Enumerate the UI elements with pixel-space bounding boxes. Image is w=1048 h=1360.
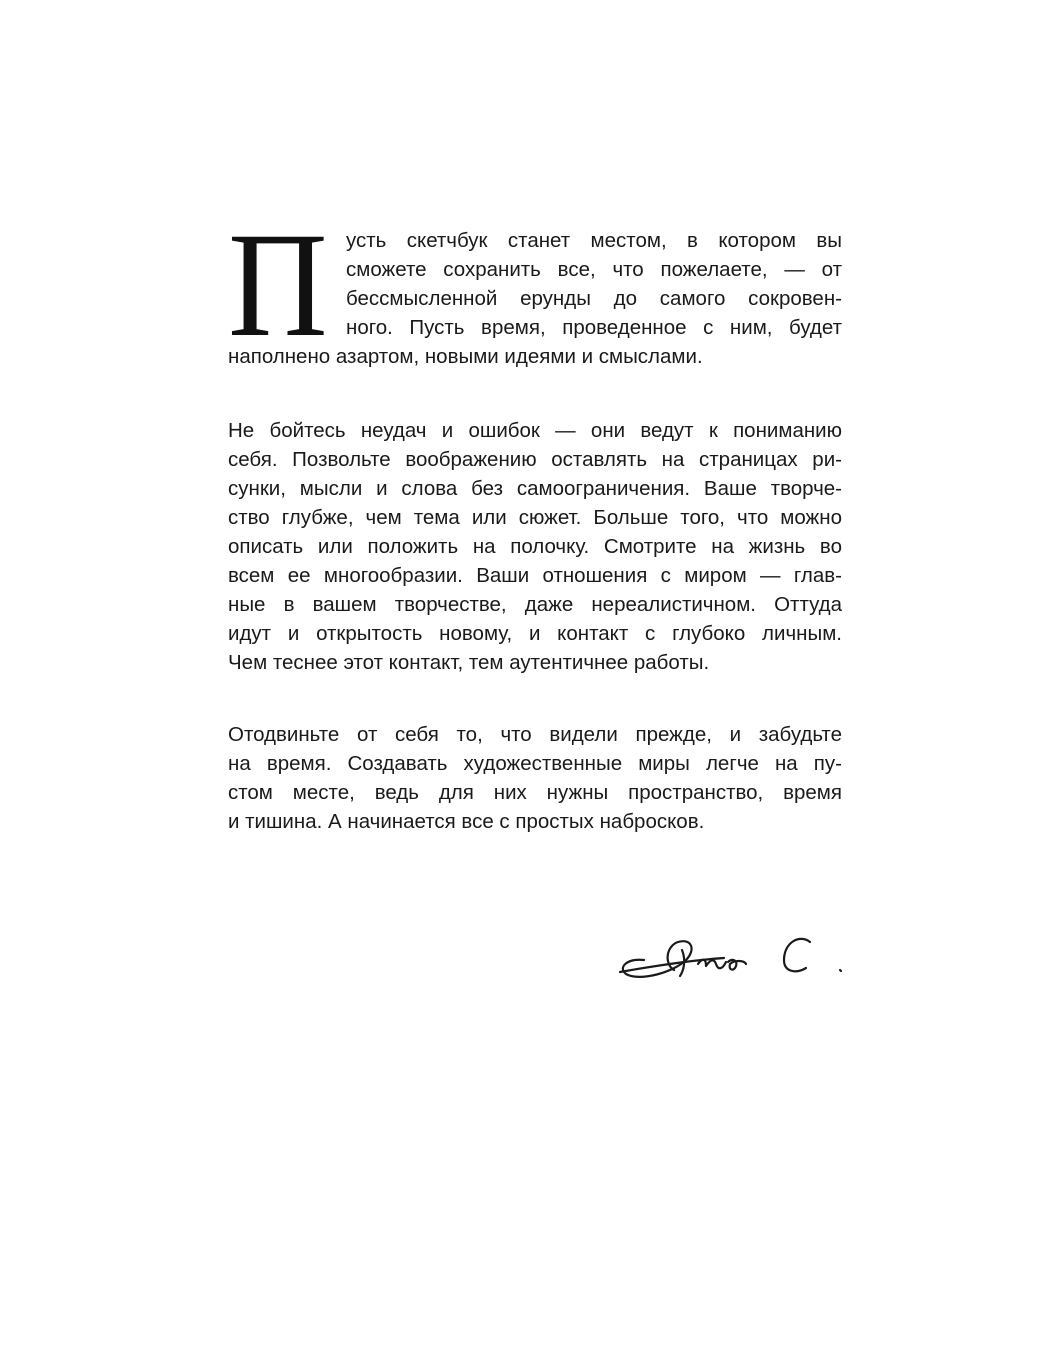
paragraph-3 xyxy=(228,720,842,836)
text-line: и тишина. А начинается все с простых набросков. xyxy=(228,810,705,833)
text-line: наполнено азартом, новыми идеями и смыслами. xyxy=(228,345,703,368)
text-line: ного. Пусть время, проведенное с ним, будет xyxy=(346,316,842,339)
text-line: всем ее многообразии. Ваши отношения с миром — глав- xyxy=(228,564,842,587)
text-line: себя. Позвольте воображению оставлять на страницах ри- xyxy=(228,448,842,471)
text-line: сунки, мысли и слова без самоограничения. Ваше творче- xyxy=(228,477,842,500)
text-line: Чем теснее этот контакт, тем аутентичнее работы. xyxy=(228,651,710,674)
text-line: идут и открытость новому, и контакт с глубоко личным. xyxy=(228,622,842,645)
paragraph-2 xyxy=(228,416,842,677)
text-line: сможете сохранить все, что пожелаете, — от xyxy=(346,258,842,281)
text-line: бессмысленной ерунды до самого сокровен- xyxy=(346,287,842,310)
text-line: стом месте, ведь для них нужны пространство, время xyxy=(228,781,842,804)
text-line: ство глубже, чем тема или сюжет. Больше того, что можно xyxy=(228,506,842,529)
text-line: ные в вашем творчестве, даже нереалистичном. Оттуда xyxy=(228,593,842,616)
drop-cap: П xyxy=(228,202,328,368)
text-line: Не бойтесь неудач и ошибок — они ведут к пониманию xyxy=(228,419,842,442)
text-line: описать или положить на полочку. Смотрите на жизнь во xyxy=(228,535,842,558)
text-line: усть скетчбук станет местом, в котором вы xyxy=(346,229,842,252)
drop-cap-lines xyxy=(346,226,842,342)
intro-paragraph xyxy=(228,202,842,371)
text-line: Отодвиньте от себя то, что видели прежде, и забудьте xyxy=(228,723,842,746)
text-line: на время. Создавать художественные миры легче на пу- xyxy=(228,752,842,775)
handwritten-signature xyxy=(614,920,854,990)
